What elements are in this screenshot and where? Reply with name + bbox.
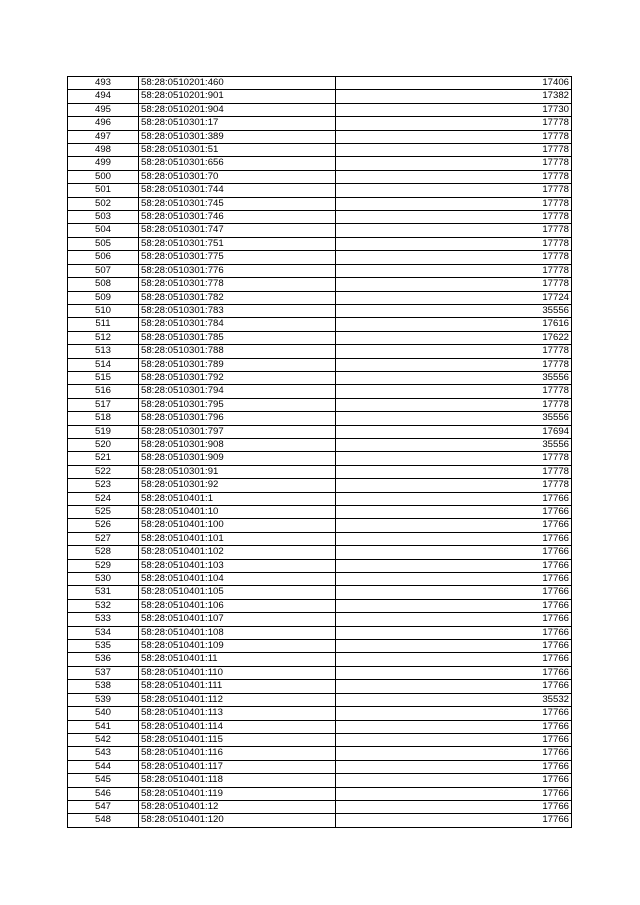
row-number-cell: 526	[68, 519, 139, 532]
row-number-cell: 544	[68, 760, 139, 773]
table-row	[68, 479, 572, 492]
value-cell: 17766	[336, 613, 572, 626]
cadastral-number-cell: 58:28:0510401:115	[139, 733, 336, 746]
row-number-cell: 522	[68, 465, 139, 478]
row-number-cell: 540	[68, 707, 139, 720]
row-number-cell: 509	[68, 291, 139, 304]
cadastral-number-cell: 58:28:0510401:120	[139, 814, 336, 827]
value-cell: 35556	[336, 304, 572, 317]
value-cell: 17778	[336, 130, 572, 143]
row-number-cell: 508	[68, 278, 139, 291]
value-cell: 17616	[336, 318, 572, 331]
table-row	[68, 640, 572, 653]
row-number-cell: 520	[68, 438, 139, 451]
table-row	[68, 331, 572, 344]
table-row	[68, 144, 572, 157]
cadastral-number-cell: 58:28:0510301:751	[139, 237, 336, 250]
table-row	[68, 720, 572, 733]
row-number-cell: 502	[68, 197, 139, 210]
row-number-cell: 518	[68, 412, 139, 425]
row-number-cell: 529	[68, 559, 139, 572]
value-cell: 17778	[336, 237, 572, 250]
cadastral-number-cell: 58:28:0510301:70	[139, 170, 336, 183]
table-row	[68, 733, 572, 746]
cadastral-number-cell: 58:28:0510201:901	[139, 90, 336, 103]
cadastral-number-cell: 58:28:0510301:51	[139, 144, 336, 157]
value-cell: 17406	[336, 77, 572, 90]
table-row	[68, 304, 572, 317]
table-row	[68, 264, 572, 277]
table-row	[68, 760, 572, 773]
table-row	[68, 251, 572, 264]
cadastral-number-cell: 58:28:0510301:389	[139, 130, 336, 143]
table-row	[68, 774, 572, 787]
cadastral-number-cell: 58:28:0510301:656	[139, 157, 336, 170]
value-cell: 17766	[336, 733, 572, 746]
value-cell: 17778	[336, 184, 572, 197]
cadastral-number-cell: 58:28:0510401:106	[139, 599, 336, 612]
row-number-cell: 538	[68, 680, 139, 693]
row-number-cell: 527	[68, 532, 139, 545]
value-cell: 17766	[336, 680, 572, 693]
value-cell: 17766	[336, 760, 572, 773]
cadastral-number-cell: 58:28:0510401:102	[139, 546, 336, 559]
table-row	[68, 532, 572, 545]
cadastral-number-cell: 58:28:0510401:10	[139, 506, 336, 519]
value-cell: 17766	[336, 492, 572, 505]
table-row	[68, 345, 572, 358]
row-number-cell: 514	[68, 358, 139, 371]
cadastral-number-cell: 58:28:0510401:117	[139, 760, 336, 773]
cadastral-number-cell: 58:28:0510301:797	[139, 425, 336, 438]
table-row	[68, 398, 572, 411]
table-row	[68, 787, 572, 800]
row-number-cell: 534	[68, 626, 139, 639]
value-cell: 17694	[336, 425, 572, 438]
table-row	[68, 237, 572, 250]
cadastral-number-cell: 58:28:0510301:792	[139, 371, 336, 384]
value-cell: 17766	[336, 626, 572, 639]
table-row	[68, 747, 572, 760]
cadastral-number-cell: 58:28:0510301:775	[139, 251, 336, 264]
value-cell: 17766	[336, 800, 572, 813]
value-cell: 17778	[336, 197, 572, 210]
cadastral-number-cell: 58:28:0510301:17	[139, 117, 336, 130]
row-number-cell: 500	[68, 170, 139, 183]
table-row	[68, 693, 572, 706]
table-row	[68, 318, 572, 331]
row-number-cell: 531	[68, 586, 139, 599]
value-cell: 17766	[336, 774, 572, 787]
row-number-cell: 501	[68, 184, 139, 197]
cadastral-number-cell: 58:28:0510301:785	[139, 331, 336, 344]
row-number-cell: 532	[68, 599, 139, 612]
table-row	[68, 438, 572, 451]
value-cell: 17778	[336, 345, 572, 358]
cadastral-number-cell: 58:28:0510401:103	[139, 559, 336, 572]
cadastral-number-cell: 58:28:0510201:904	[139, 103, 336, 116]
table-row	[68, 157, 572, 170]
table-row	[68, 492, 572, 505]
cadastral-number-cell: 58:28:0510401:114	[139, 720, 336, 733]
value-cell: 17730	[336, 103, 572, 116]
table-body	[68, 77, 572, 828]
cadastral-number-cell: 58:28:0510401:104	[139, 573, 336, 586]
row-number-cell: 548	[68, 814, 139, 827]
cadastral-number-cell: 58:28:0510301:746	[139, 211, 336, 224]
value-cell: 17766	[336, 640, 572, 653]
cadastral-number-cell: 58:28:0510301:784	[139, 318, 336, 331]
value-cell: 35556	[336, 438, 572, 451]
table-row	[68, 546, 572, 559]
value-cell: 17766	[336, 546, 572, 559]
cadastral-number-cell: 58:28:0510301:92	[139, 479, 336, 492]
table-row	[68, 103, 572, 116]
cadastral-number-cell: 58:28:0510201:460	[139, 77, 336, 90]
cadastral-number-cell: 58:28:0510401:108	[139, 626, 336, 639]
value-cell: 17766	[336, 573, 572, 586]
row-number-cell: 547	[68, 800, 139, 813]
row-number-cell: 494	[68, 90, 139, 103]
row-number-cell: 528	[68, 546, 139, 559]
value-cell: 17766	[336, 747, 572, 760]
cadastral-number-cell: 58:28:0510401:119	[139, 787, 336, 800]
cadastral-number-cell: 58:28:0510301:789	[139, 358, 336, 371]
cadastral-number-cell: 58:28:0510401:100	[139, 519, 336, 532]
value-cell: 17778	[336, 465, 572, 478]
cadastral-number-cell: 58:28:0510401:113	[139, 707, 336, 720]
table-row	[68, 599, 572, 612]
value-cell: 17766	[336, 519, 572, 532]
table-row	[68, 358, 572, 371]
value-cell: 17766	[336, 653, 572, 666]
value-cell: 17778	[336, 157, 572, 170]
row-number-cell: 503	[68, 211, 139, 224]
table-row	[68, 800, 572, 813]
row-number-cell: 519	[68, 425, 139, 438]
value-cell: 17766	[336, 559, 572, 572]
value-cell: 17724	[336, 291, 572, 304]
cadastral-number-cell: 58:28:0510301:795	[139, 398, 336, 411]
cadastral-number-cell: 58:28:0510401:101	[139, 532, 336, 545]
cadastral-number-cell: 58:28:0510301:783	[139, 304, 336, 317]
value-cell: 17766	[336, 586, 572, 599]
row-number-cell: 510	[68, 304, 139, 317]
cadastral-number-cell: 58:28:0510301:776	[139, 264, 336, 277]
table-row	[68, 559, 572, 572]
cadastral-number-cell: 58:28:0510301:782	[139, 291, 336, 304]
table-row	[68, 613, 572, 626]
row-number-cell: 512	[68, 331, 139, 344]
row-number-cell: 536	[68, 653, 139, 666]
cadastral-number-cell: 58:28:0510301:909	[139, 452, 336, 465]
row-number-cell: 511	[68, 318, 139, 331]
table-row	[68, 666, 572, 679]
table-row	[68, 680, 572, 693]
table-row	[68, 506, 572, 519]
value-cell: 17778	[336, 224, 572, 237]
value-cell: 17778	[336, 264, 572, 277]
value-cell: 17766	[336, 814, 572, 827]
value-cell: 35556	[336, 371, 572, 384]
cadastral-number-cell: 58:28:0510301:745	[139, 197, 336, 210]
cadastral-number-cell: 58:28:0510301:778	[139, 278, 336, 291]
row-number-cell: 545	[68, 774, 139, 787]
cadastral-number-cell: 58:28:0510401:105	[139, 586, 336, 599]
table-row	[68, 371, 572, 384]
row-number-cell: 533	[68, 613, 139, 626]
value-cell: 17766	[336, 532, 572, 545]
row-number-cell: 515	[68, 371, 139, 384]
table-row	[68, 170, 572, 183]
row-number-cell: 539	[68, 693, 139, 706]
value-cell: 17766	[336, 506, 572, 519]
value-cell: 17778	[336, 251, 572, 264]
value-cell: 17778	[336, 117, 572, 130]
cadastral-number-cell: 58:28:0510401:110	[139, 666, 336, 679]
cadastral-number-cell: 58:28:0510301:794	[139, 385, 336, 398]
value-cell: 17778	[336, 144, 572, 157]
value-cell: 17766	[336, 599, 572, 612]
table-row	[68, 412, 572, 425]
row-number-cell: 498	[68, 144, 139, 157]
table-row	[68, 77, 572, 90]
data-table	[67, 76, 572, 828]
table-row	[68, 184, 572, 197]
table-row	[68, 653, 572, 666]
table-row	[68, 626, 572, 639]
value-cell: 17766	[336, 787, 572, 800]
table-row	[68, 452, 572, 465]
table-row	[68, 117, 572, 130]
row-number-cell: 523	[68, 479, 139, 492]
value-cell: 17622	[336, 331, 572, 344]
table-row	[68, 465, 572, 478]
row-number-cell: 507	[68, 264, 139, 277]
cadastral-number-cell: 58:28:0510401:118	[139, 774, 336, 787]
row-number-cell: 504	[68, 224, 139, 237]
row-number-cell: 546	[68, 787, 139, 800]
table-row	[68, 519, 572, 532]
row-number-cell: 496	[68, 117, 139, 130]
table-row	[68, 586, 572, 599]
row-number-cell: 542	[68, 733, 139, 746]
table-row	[68, 814, 572, 827]
row-number-cell: 543	[68, 747, 139, 760]
table-row	[68, 197, 572, 210]
value-cell: 17778	[336, 170, 572, 183]
cadastral-number-cell: 58:28:0510401:1	[139, 492, 336, 505]
value-cell: 17766	[336, 707, 572, 720]
cadastral-number-cell: 58:28:0510301:908	[139, 438, 336, 451]
value-cell: 17778	[336, 211, 572, 224]
row-number-cell: 517	[68, 398, 139, 411]
cadastral-number-cell: 58:28:0510401:116	[139, 747, 336, 760]
table-row	[68, 130, 572, 143]
row-number-cell: 524	[68, 492, 139, 505]
value-cell: 17778	[336, 452, 572, 465]
row-number-cell: 516	[68, 385, 139, 398]
value-cell: 17766	[336, 666, 572, 679]
table-row	[68, 90, 572, 103]
cadastral-number-cell: 58:28:0510301:796	[139, 412, 336, 425]
value-cell: 17778	[336, 385, 572, 398]
row-number-cell: 495	[68, 103, 139, 116]
row-number-cell: 535	[68, 640, 139, 653]
cadastral-number-cell: 58:28:0510301:91	[139, 465, 336, 478]
value-cell: 17766	[336, 720, 572, 733]
table-row	[68, 425, 572, 438]
cadastral-number-cell: 58:28:0510301:744	[139, 184, 336, 197]
row-number-cell: 493	[68, 77, 139, 90]
value-cell: 17778	[336, 479, 572, 492]
cadastral-number-cell: 58:28:0510401:107	[139, 613, 336, 626]
table-row	[68, 385, 572, 398]
row-number-cell: 537	[68, 666, 139, 679]
cadastral-number-cell: 58:28:0510401:12	[139, 800, 336, 813]
value-cell: 17778	[336, 278, 572, 291]
cadastral-number-cell: 58:28:0510401:11	[139, 653, 336, 666]
row-number-cell: 525	[68, 506, 139, 519]
value-cell: 35532	[336, 693, 572, 706]
row-number-cell: 506	[68, 251, 139, 264]
row-number-cell: 521	[68, 452, 139, 465]
cadastral-number-cell: 58:28:0510401:109	[139, 640, 336, 653]
table-row	[68, 224, 572, 237]
value-cell: 35556	[336, 412, 572, 425]
table-row	[68, 278, 572, 291]
table-row	[68, 291, 572, 304]
cadastral-number-cell: 58:28:0510301:788	[139, 345, 336, 358]
value-cell: 17778	[336, 398, 572, 411]
row-number-cell: 541	[68, 720, 139, 733]
table-row	[68, 573, 572, 586]
cadastral-number-cell: 58:28:0510401:111	[139, 680, 336, 693]
cadastral-number-cell: 58:28:0510401:112	[139, 693, 336, 706]
cadastral-number-cell: 58:28:0510301:747	[139, 224, 336, 237]
table-row	[68, 707, 572, 720]
row-number-cell: 505	[68, 237, 139, 250]
value-cell: 17382	[336, 90, 572, 103]
table-row	[68, 211, 572, 224]
row-number-cell: 499	[68, 157, 139, 170]
row-number-cell: 513	[68, 345, 139, 358]
row-number-cell: 497	[68, 130, 139, 143]
value-cell: 17778	[336, 358, 572, 371]
row-number-cell: 530	[68, 573, 139, 586]
